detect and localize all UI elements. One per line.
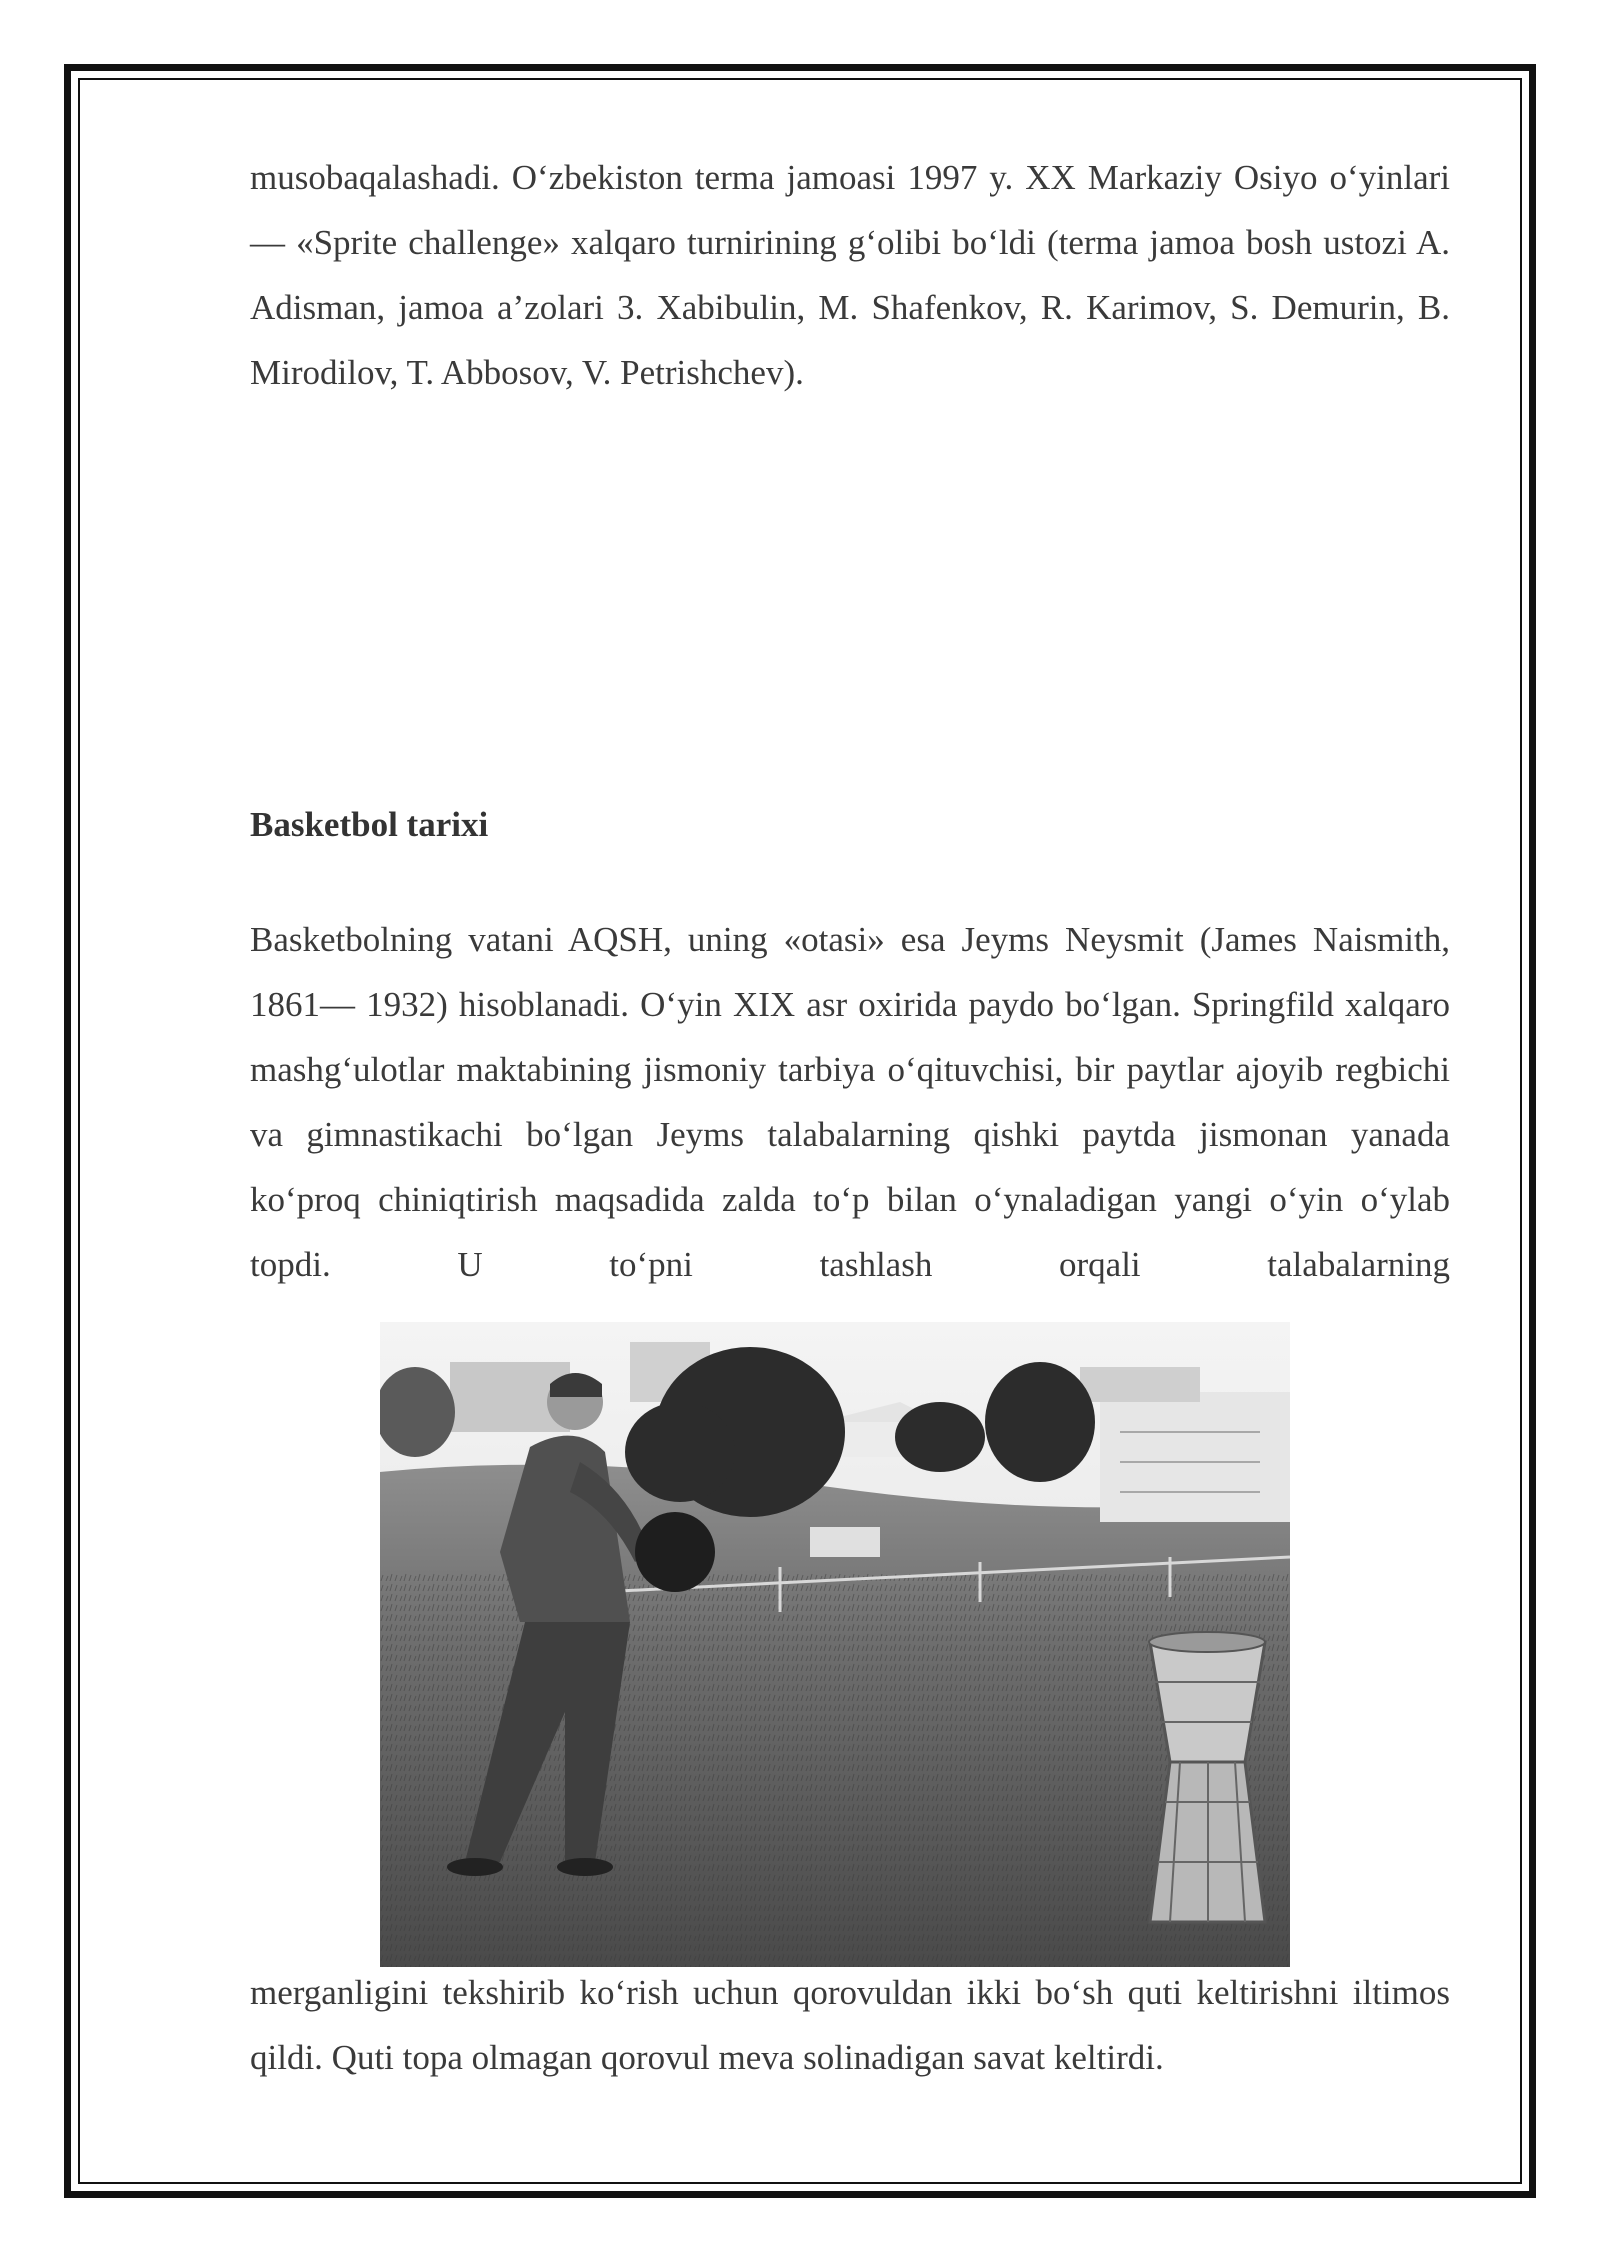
- ball: [635, 1512, 715, 1592]
- continuation-paragraph: merganligini tekshirib ko‘rish uchun qorovuldan ikki bo‘sh quti keltirishni iltimos qildi. Quti topa olmagan qorovul meva solinadigan savat keltirdi.: [250, 1973, 1450, 2077]
- section-heading: Basketbol tarixi: [250, 805, 489, 844]
- historical-photo: [380, 1322, 1290, 1967]
- history-paragraph: Basketbolning vatani AQSH, uning «otasi» esa Jeyms Neysmit (James Naismith, 1861— 1932) hisoblanadi. O‘yin XIX asr oxirida paydo bo‘lgan. Springfild xalqaro mashg‘ulotlar maktabining jismoniy tarbiya o‘qituvchisi, bir paytlar ajoyib regbichi va gimnastikachi bo‘lgan Jeyms talabalarning qishki paytda jismonan yanada ko‘proq chiniqtirish maqsadida zalda to‘p bilan o‘ynaladigan yangi o‘yin o‘ylab topdi. U to‘pni tashlash orqali talabalarning: [250, 920, 1450, 1284]
- small-structure: [810, 1527, 880, 1557]
- intro-paragraph: musobaqalashadi. O‘zbekiston terma jamoasi 1997 y. XX Markaziy Osiyo o‘yinlari — «Sprite challenge» xalqaro turnirining g‘olibi bo‘ldi (terma jamoa bosh ustozi A. Adisman, jamoa a’zolari 3. Xabibulin, M. Shafenkov, R. Karimov, S. Demurin, B. Mirodilov, T. Abbosov, V. Petrishchev).: [250, 158, 1450, 392]
